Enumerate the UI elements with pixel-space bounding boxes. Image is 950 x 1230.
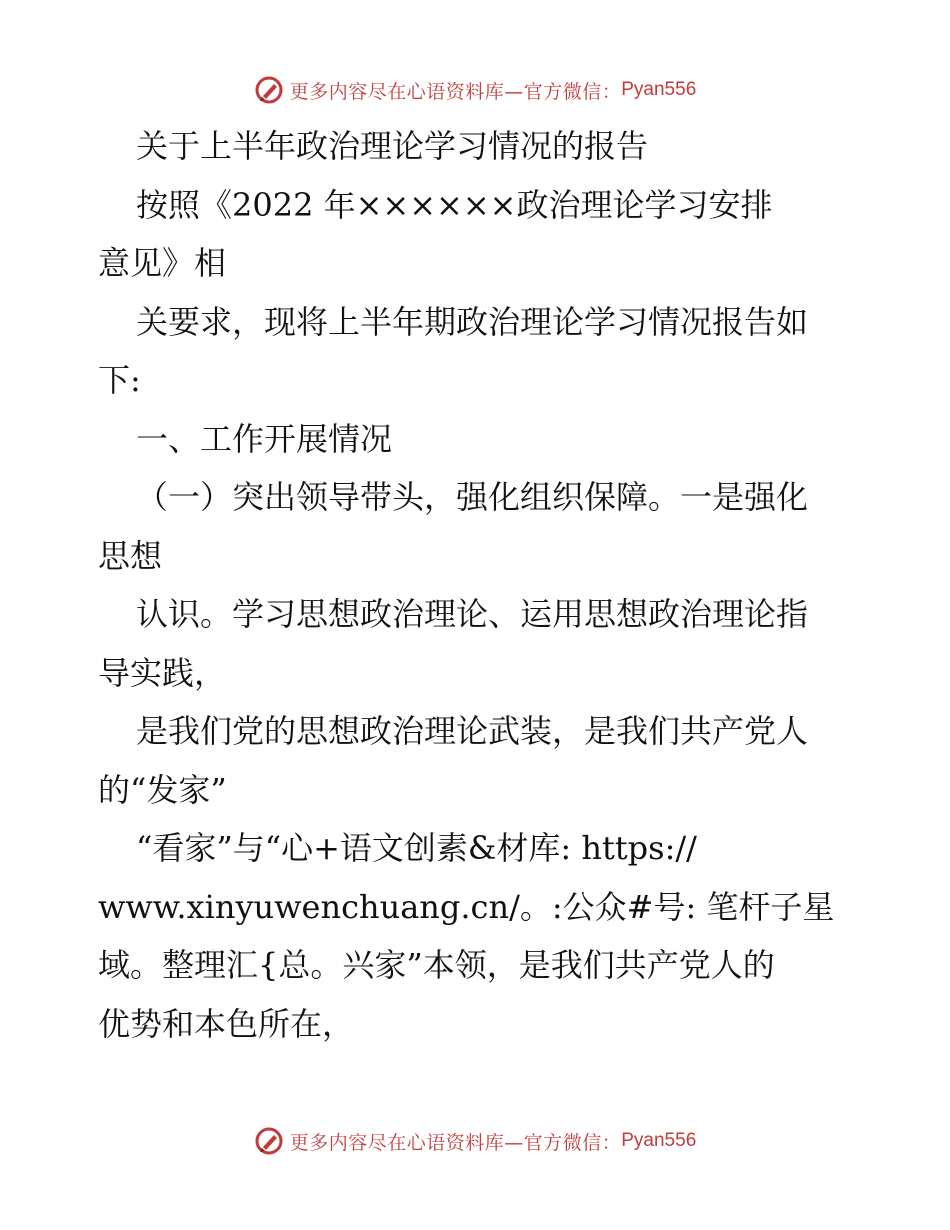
paragraph-line: 下: (98, 361, 141, 399)
watermark-text: 更多内容尽在心语资料库—官方微信： (289, 1131, 622, 1154)
pen-logo-icon (254, 1126, 284, 1156)
paragraph-line: 按照《2022 年××××××政治理论学习安排 (136, 185, 773, 224)
paragraph-line: 的“发家” (98, 770, 227, 809)
pen-logo-icon (254, 75, 284, 105)
header-watermark (0, 70, 950, 110)
document-title: 关于上半年政治理论学习情况的报告 (136, 127, 649, 165)
paragraph-line: 思想 (98, 536, 163, 575)
footer-watermark (0, 1121, 950, 1161)
paragraph-line: 优势和本色所在， (98, 1004, 355, 1043)
paragraph-line: 关要求，现将上半年期政治理论学习情况报告如 (136, 302, 809, 341)
watermark-wechat-id: Pyan556 (621, 79, 697, 100)
paragraph-line: www.xinyuwenchuang.cn/。:公众#号: 笔杆子星 (98, 887, 835, 926)
section-heading: 一、工作开展情况 (136, 419, 393, 458)
document-body (98, 117, 858, 1053)
paragraph-line: 域。整理汇{总。兴家”本领，是我们共产党人的 (98, 946, 775, 984)
paragraph-line: “看家”与“心+语文创素&材库: https:// (136, 829, 697, 867)
paragraph-line: （一）突出领导带头，强化组织保障。一是强化 (136, 478, 809, 516)
paragraph-line: 是我们党的思想政治理论武装，是我们共产党人 (136, 712, 809, 750)
paragraph-line: 导实践， (98, 653, 227, 692)
watermark-wechat-id: Pyan556 (621, 1130, 697, 1151)
paragraph-line: 认识。学习思想政治理论、运用思想政治理论指 (136, 595, 809, 633)
paragraph-line: 意见》相 (98, 244, 227, 282)
watermark-text: 更多内容尽在心语资料库—官方微信： (289, 80, 622, 103)
